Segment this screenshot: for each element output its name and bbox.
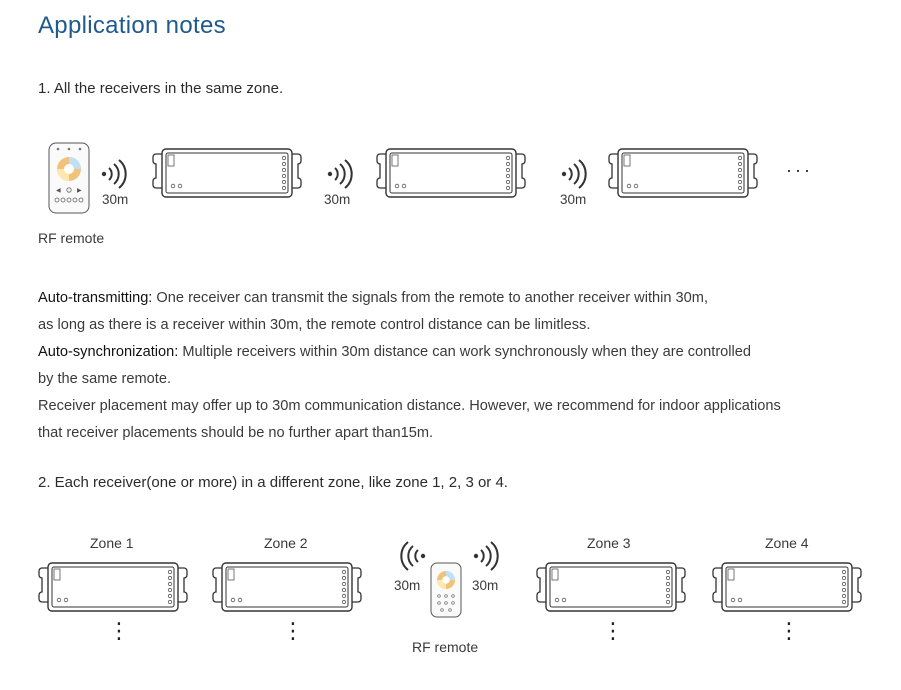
auto-transmitting-text: One receiver can transmit the signals from the remote to another receiver within 30m,: [152, 290, 708, 306]
distance-label: 30m: [102, 192, 129, 207]
vertical-ellipsis: ⋮: [602, 618, 624, 643]
distance-label: 30m: [324, 192, 351, 207]
zone-2-label: Zone 2: [264, 535, 308, 551]
section-2-diagram: [0, 530, 901, 690]
auto-transmitting-line-2: as long as there is a receiver within 30m, the remote control distance can be limitless.: [38, 317, 591, 333]
rf-remote-label: RF remote: [412, 639, 479, 655]
rf-remote-icon: [430, 562, 462, 618]
receiver-icon: [152, 148, 302, 200]
wireless-signal-right-icon: [472, 542, 502, 570]
receiver-icon: [376, 148, 526, 200]
zone-1-label: Zone 1: [90, 535, 134, 551]
placement-line-2: that receiver placements should be no further apart than15m.: [38, 425, 434, 441]
distance-label: 30m: [560, 192, 587, 207]
wireless-signal-icon: [326, 160, 356, 188]
rf-remote-label: RF remote: [38, 230, 105, 246]
receiver-icon: [212, 562, 362, 614]
auto-transmitting-term: Auto-transmitting:: [38, 290, 153, 306]
description-paragraph: [38, 285, 781, 447]
auto-sync-line-2: by the same remote.: [38, 371, 172, 387]
distance-left-label: 30m: [394, 578, 421, 593]
zone-4-label: Zone 4: [765, 535, 809, 551]
page-title: Application notes: [38, 12, 226, 39]
auto-sync-line-1: [38, 339, 781, 366]
vertical-ellipsis: ⋮: [108, 618, 130, 643]
auto-sync-term: Auto-synchronization:: [38, 344, 179, 360]
section-1-heading: 1. All the receivers in the same zone.: [38, 80, 284, 97]
wireless-signal-left-icon: [397, 542, 427, 570]
vertical-ellipsis: ⋮: [282, 618, 304, 643]
zone-3-label: Zone 3: [587, 535, 631, 551]
receiver-icon: [608, 148, 758, 200]
section-1-diagram: [0, 130, 901, 260]
placement-line-1: Receiver placement may offer up to 30m communication distance. However, we recommend for indoor applications: [38, 398, 781, 414]
vertical-ellipsis: ⋮: [778, 618, 800, 643]
receiver-icon: [536, 562, 686, 614]
svg-text:◀: ◀: [56, 187, 61, 194]
wireless-signal-icon: [560, 160, 590, 188]
wireless-signal-icon: [100, 160, 130, 188]
receiver-icon: [38, 562, 188, 614]
section-2-heading: 2. Each receiver(one or more) in a different zone, like zone 1, 2, 3 or 4.: [38, 474, 508, 491]
more-ellipsis: ···: [786, 160, 813, 180]
distance-right-label: 30m: [472, 578, 499, 593]
receiver-icon: [712, 562, 862, 614]
auto-transmitting-line-1: [38, 285, 781, 312]
auto-sync-text: Multiple receivers within 30m distance can work synchronously when they are controlled: [178, 344, 752, 360]
rf-remote-icon: [48, 142, 90, 214]
svg-text:▶: ▶: [77, 187, 82, 194]
